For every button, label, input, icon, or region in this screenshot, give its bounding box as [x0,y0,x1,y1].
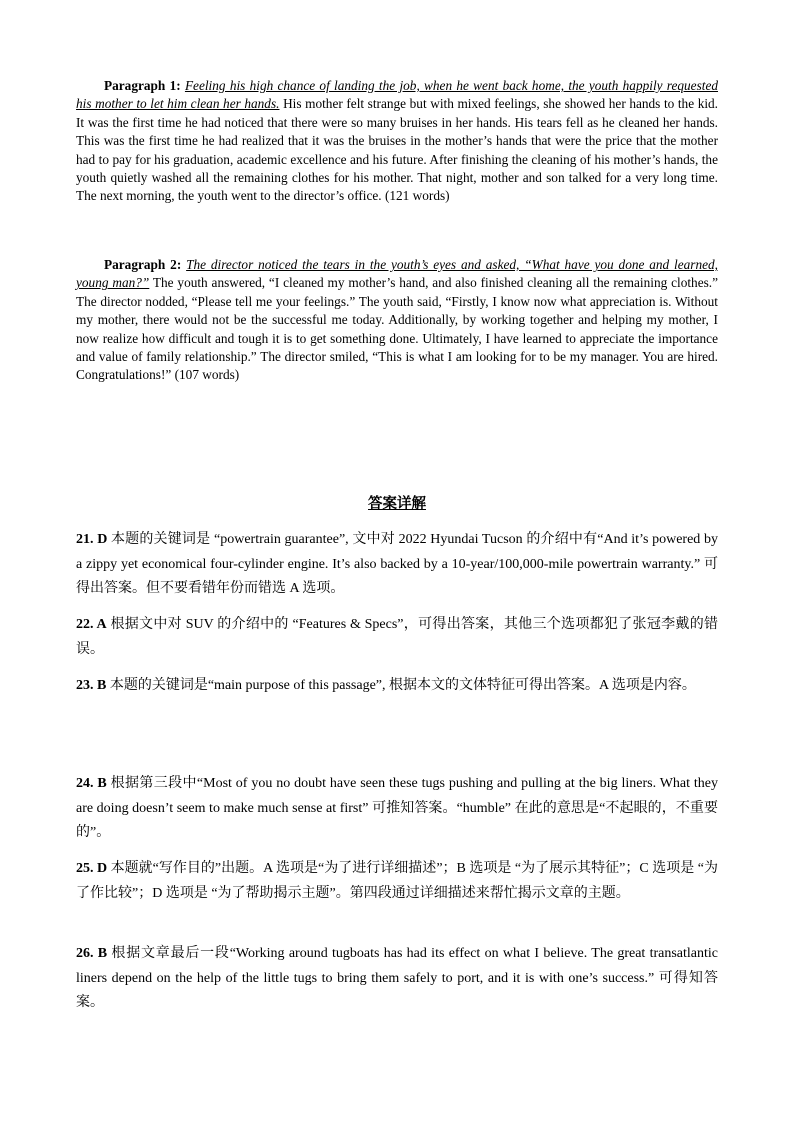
paragraph-2 [76,256,718,385]
answer-number: 23. B [76,678,107,693]
paragraph-label: Paragraph 1: [104,78,181,93]
answers-title: 答案详解 [368,496,426,512]
answer-number: 21. D [76,532,108,547]
answer-explanation: 本题就“写作目的”出题。A 选项是“为了进行详细描述”；B 选项是 “为了展示其特征”；C 选项是 “为了作比较”；D 选项是 “为了帮助揭示主题”。第四段通过详细描述来帮忙揭示文章的主题。 [76,861,718,901]
answer-number: 24. B [76,776,107,791]
answer-item [76,613,718,662]
paragraph-opening-sentence: The director noticed the tears in the youth’s eyes and asked, “What have you done and learned, young man?” [76,257,718,291]
answer-explanation: 本题的关键词是 “powertrain guarantee”, 文中对 2022 Hyundai Tucson 的介绍中有“And it’s powered by a zippy yet economical four-cylinder engine. It’s also backed by a 10-year/100,000-mile powertrain warranty.” 可得出答案。但不要看错年份而错选 A 选项。 [76,532,718,596]
answer-number: 22. A [76,617,107,632]
answer-explanation: 根据第三段中“Most of you no doubt have seen these tugs pushing and pulling at the big liners. What they are doing doesn’t seem to make much sense at first” 可推知答案。“humble” 在此的意思是“不起眼的，不重要的”。 [76,776,718,840]
paragraph-opening-sentence: Feeling his high chance of landing the job, when he went back home, the youth happily requested his mother to let him clean her hands. [76,78,719,112]
answer-number: 25. D [76,861,108,876]
answer-item [76,857,718,906]
answer-explanation: 本题的关键词是“main purpose of this passage”, 根据本文的文体特征可得出答案。A 选项是内容。 [109,678,696,693]
paragraph-label: Paragraph 2: [104,257,182,272]
paragraph-1 [76,77,718,206]
answer-item [76,942,718,1016]
answer-item [76,528,718,602]
answer-explanation: 根据文中对 SUV 的介绍中的 “Features & Specs”，可得出答案，其他三个选项都犯了张冠李戴的错误。 [76,617,718,657]
answer-item [76,674,718,699]
answer-number: 26. B [76,946,108,961]
paragraph-body: The youth answered, “I cleaned my mother’s hand, and also finished cleaning all the remaining clothes.” The director nodded, “Please tell me your feelings.” The youth said, “Firstly, I know now what appreciation is. Without my mother, there would not be the successful me today. Additionally, by working together and helping my mother, I now realize how difficult and tough it is to get something done. Ultimately, I have learned to appreciate the importance and value of family relationship.” The director smiled, “This is what I am looking for to be my manager. You are hired. Congratulations!” (107 words) [76,275,718,383]
answer-item [76,772,718,846]
answer-explanation: 根据文章最后一段“Working around tugboats has had its effect on what I believe. The great transatlantic liners depend on the help of the little tugs to bring them safely to port, and it is with one’s success.” 可得知答案。 [76,946,718,1010]
paragraph-body: His mother felt strange but with mixed feelings, she showed her hands to the kid. It was the first time he had noticed that there were so many bruises in her hands. His tears fell as he cleaned her hands. This was the first time he had realized that it was the bruises in the mother’s hands that were the price that the mother had to pay for his graduation, academic excellence and his future. After finishing the cleaning of his mother’s hands, the youth quietly washed all the remaining clothes for his mother. That night, mother and son talked for a very long time. The next morning, the youth went to the director’s office. (121 words) [76,96,719,204]
